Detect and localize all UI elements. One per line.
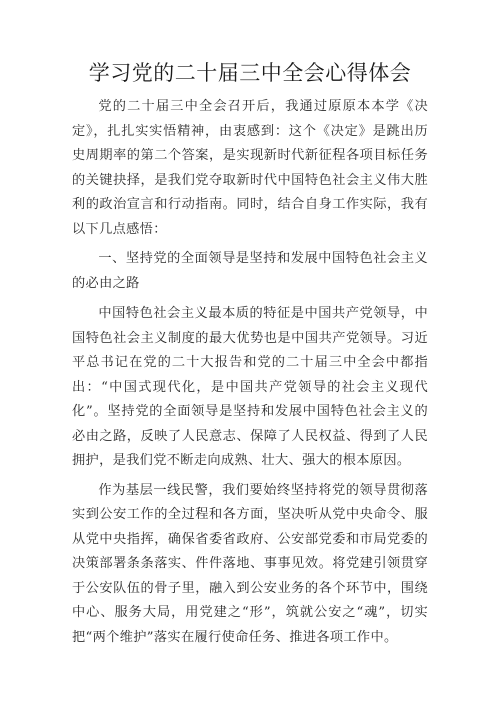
paragraph-police-work: 作为基层一线民警，我们要始终坚持将党的领导贯彻落实到公安工作的全过程和各方面，坚决听从党中央命令、服从党中央指挥，确保省委省政府、公安部党委和市局党委的决策部署条条落实、件件落地、事事见效。将党建引领贯穿于公安队伍的骨子里，融入到公安业务的各个环节中，围绕中心、服务大局，用党建之“形”，筑就公安之“魂”，切实把“两个维护”落实在履行使命任务、推进各项工作中。 bbox=[72, 482, 428, 645]
document-title: 学习党的二十届三中全会心得体会 bbox=[88, 61, 412, 85]
paragraph-party-leadership: 中国特色社会主义最本质的特征是中国共产党领导，中国特色社会主义制度的最大优势也是中国共产党领导。习近平总书记在党的二十大报告和党的二十届三中全会中都指出：“中国式现代化，是中国共产党领导的社会主义现代化”。坚持党的全面领导是坚持和发展中国特色社会主义的必由之路，反映了人民意志、保障了人民权益、得到了人民拥护，是我们党不断走向成熟、壮大、强大的根本原因。 bbox=[72, 306, 428, 468]
section-heading-1: 一、坚持党的全面领导是坚持和发展中国特色社会主义的必由之路 bbox=[72, 251, 428, 291]
paragraph-intro: 党的二十届三中全会召开后，我通过原原本本学《决定》，扎扎实实悟精神，由衷感到：这个《决定》是跳出历史周期率的第二个答案，是实现新时代新征程各项目标任务的关键抉择，是我们党夺取新时代中国特色社会主义伟大胜利的政治宣言和行动指南。同时，结合自身工作实际，我有以下几点感悟： bbox=[72, 99, 428, 237]
